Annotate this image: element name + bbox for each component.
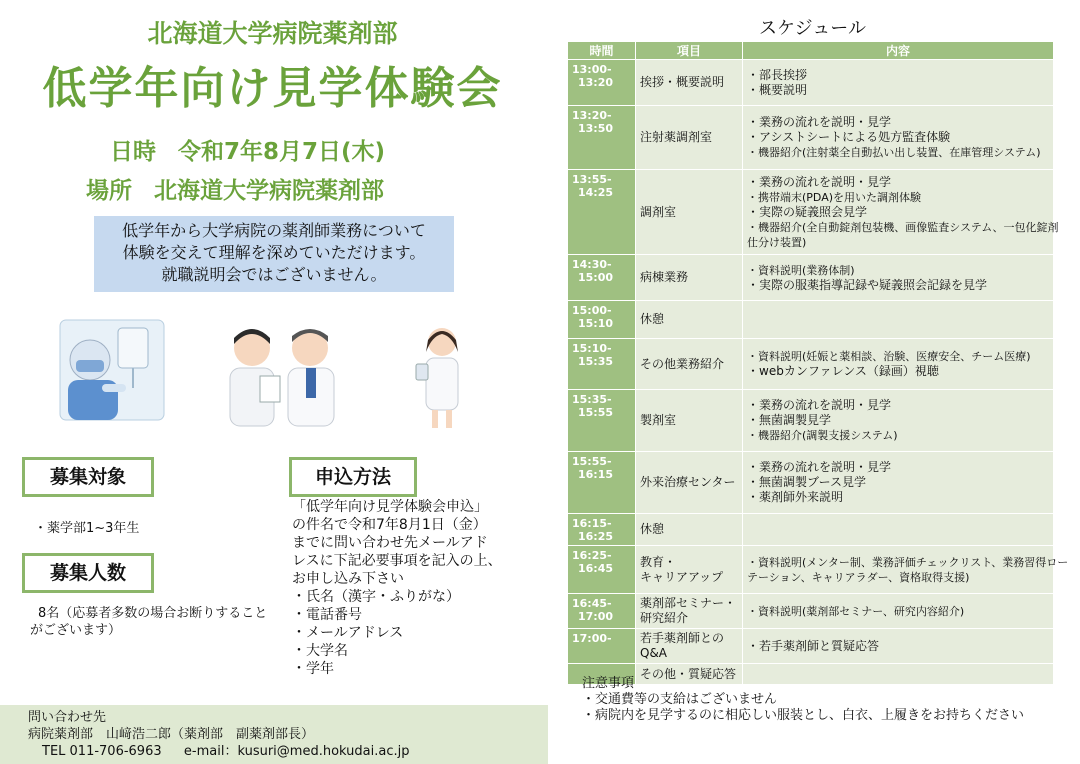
schedule-content (743, 60, 1054, 106)
contact-person: 病院薬剤部 山﨑浩二郎（薬剤部 副薬剤部長） (28, 727, 315, 742)
schedule-content (743, 106, 1054, 170)
schedule-header-row (568, 42, 1054, 60)
schedule-item: 休憩 (636, 514, 743, 546)
schedule-content-line: ・業務の流れを説明・見学 (747, 174, 892, 189)
schedule-time-line: 15:00- (572, 304, 612, 317)
schedule-time-line: 16:25- (572, 549, 612, 562)
schedule-time-line: 15:35 (578, 355, 614, 368)
notes-item: ・病院内を見学するのに相応しい服装とし、白衣、上履きをお持ちください (582, 708, 1025, 723)
recruit-count-text: 8名（応募者多数の場合お断りすること (38, 606, 268, 621)
schedule-content-line: ・機器紹介(注射薬全自動払い出し装置、在庫管理システム) (747, 146, 1041, 159)
apply-line: ・大学名 (292, 643, 348, 659)
schedule-content-line: ・機器紹介(全自動錠剤包装機、画像監査システム、一包化錠剤 (747, 220, 1059, 234)
schedule-time-line: 16:15 (578, 468, 614, 481)
schedule-time (568, 106, 636, 170)
schedule-time-line: 15:10 (578, 317, 614, 330)
event-title: 低学年向け見学体験会 (42, 63, 503, 114)
notes-item: ・交通費等の支給はございません (582, 692, 778, 707)
schedule-row (568, 514, 1054, 546)
contact-heading: 問い合わせ先 (28, 710, 107, 725)
date-value: 令和7年8月7日(木) (178, 139, 386, 165)
schedule-time (568, 514, 636, 546)
schedule-content-line: ・無菌調製ブース見学 (747, 475, 867, 489)
notes-heading: 注意事項 (582, 676, 635, 691)
recruit-target-text: ・薬学部1~3年生 (34, 521, 140, 536)
apply-line: ・学年 (292, 661, 334, 677)
schedule-time-line: 15:00 (578, 271, 614, 284)
schedule-content-line: ・若手薬剤師と質疑応答 (747, 638, 880, 653)
apply-line: の件名で令和7年8月1日（金） (292, 517, 487, 533)
intro-line: 体験を交えて理解を深めていただけます。 (122, 243, 426, 262)
schedule-content-line: ・資料説明(妊娠と薬相談、治験、医療安全、チーム医療) (747, 350, 1031, 363)
schedule-time (568, 629, 636, 664)
schedule-row (568, 629, 1054, 664)
schedule-item: 調剤室 (636, 170, 743, 255)
contact-email[interactable]: e-mail：kusuri@med.hokudai.ac.jp (183, 744, 410, 759)
schedule-content-line: ・部長挨拶 (747, 67, 808, 82)
place-value: 北海道大学病院薬剤部 (154, 178, 384, 204)
notes (582, 676, 1024, 724)
schedule-content-line: ・業務の流れを説明・見学 (747, 460, 892, 474)
contact-details (28, 743, 548, 760)
schedule-time-line: 14:25 (578, 186, 614, 199)
schedule-row (568, 339, 1054, 390)
intro-line: 低学年から大学病院の薬剤師業務について (122, 221, 426, 240)
apply-line: 「低学年向け見学体験会申込」 (292, 499, 488, 515)
schedule-content-line: ・アシストシートによる処方監査体験 (747, 130, 951, 144)
intro-box (94, 216, 454, 292)
pharmacist-and-doctor-illustration (222, 322, 342, 430)
apply-line: お申し込み下さい (292, 571, 404, 587)
schedule-item: 製剤室 (636, 390, 743, 452)
event-date (110, 133, 385, 166)
schedule-content (743, 452, 1054, 514)
schedule-item: その他業務紹介 (636, 339, 743, 390)
schedule-content-line: 仕分け装置) (747, 235, 807, 249)
schedule-row (568, 594, 1054, 629)
schedule-time-line: 17:00- (572, 632, 612, 645)
recruit-target-heading: 募集対象 (22, 457, 154, 497)
schedule-content-line: ・業務の流れを説明・見学 (747, 115, 892, 129)
schedule-content (743, 629, 1054, 664)
schedule-item: 教育・ キャリアアップ (636, 546, 743, 594)
schedule-time-line: 15:35- (572, 393, 612, 406)
schedule-time-line: 16:45 (578, 562, 614, 575)
schedule-content-line: ・業務の流れを説明・見学 (747, 398, 892, 412)
schedule-time-line: 16:15- (572, 517, 612, 530)
schedule-row (568, 106, 1054, 170)
column-header-item: 項目 (636, 42, 743, 60)
schedule-row (568, 546, 1054, 594)
schedule-content (743, 594, 1054, 629)
schedule-item: その他・質疑応答 (636, 664, 743, 685)
schedule-time (568, 170, 636, 255)
schedule-content (743, 301, 1054, 339)
schedule-time (568, 255, 636, 301)
schedule-time-line: 13:55- (572, 173, 612, 186)
apply-line: レスに下記必要事項を記入の上、 (292, 553, 502, 569)
recruit-count-text-2: がございます） (30, 623, 122, 638)
schedule-content-line: ・実際の疑義照会見学 (747, 204, 868, 219)
schedule-content-line: ・機器紹介(調製支援システム) (747, 429, 898, 442)
schedule-time-line: 13:00- (572, 63, 612, 76)
schedule-content-line: ・無菌調製見学 (747, 413, 832, 427)
schedule-content-line: テーション、キャリアラダー、資格取得支援) (747, 570, 970, 584)
apply-instructions (292, 498, 542, 678)
schedule-content-line: ・資料説明(薬剤部セミナー、研究内容紹介) (747, 604, 965, 618)
schedule-content (743, 514, 1054, 546)
schedule-content-line: ・資料説明(業務体制) (747, 263, 855, 277)
column-header-content: 内容 (743, 42, 1054, 60)
apply-line: までに問い合わせ先メールアド (292, 535, 488, 551)
apply-heading: 申込方法 (289, 457, 417, 497)
schedule-item: 休憩 (636, 301, 743, 339)
schedule-time (568, 594, 636, 629)
schedule-row (568, 60, 1054, 106)
column-header-time: 時間 (568, 42, 636, 60)
place-label: 場所 (86, 178, 132, 204)
schedule-time-line: 15:55- (572, 455, 612, 468)
schedule-item: 薬剤部セミナー・ 研究紹介 (636, 594, 743, 629)
schedule-time-line: 13:20- (572, 109, 612, 122)
schedule-time (568, 452, 636, 514)
schedule-row (568, 170, 1054, 255)
schedule-time (568, 546, 636, 594)
schedule-table (567, 41, 1069, 685)
schedule-time-line: 13:50 (578, 122, 614, 135)
schedule-item: 挨拶・概要説明 (636, 60, 743, 106)
apply-line: ・氏名（漢字・ふりがな） (292, 589, 460, 605)
contact-tel: TEL 011-706-6963 (42, 744, 162, 759)
schedule-content (743, 339, 1054, 390)
schedule-content-line: ・実際の服薬指導記録や疑義照会記録を見学 (747, 277, 988, 292)
schedule-row (568, 390, 1054, 452)
schedule-time-line: 14:30- (572, 258, 612, 271)
schedule-time-line: 13:20 (578, 76, 614, 89)
schedule-content-line: ・webカンファレンス（録画）視聴 (747, 364, 939, 378)
organization-name: 北海道大学病院薬剤部 (147, 19, 398, 48)
schedule-time (568, 339, 636, 390)
schedule-item: 若手薬剤師との Q&A (636, 629, 743, 664)
schedule-content (743, 255, 1054, 301)
schedule-content-line: ・薬剤師外来説明 (747, 490, 844, 504)
schedule-content (743, 170, 1059, 255)
schedule-time (568, 390, 636, 452)
schedule-content-line: ・概要説明 (747, 82, 808, 97)
apply-line: ・電話番号 (292, 607, 362, 623)
female-pharmacist-illustration (412, 322, 466, 430)
schedule-content (743, 390, 1054, 452)
schedule-row (568, 452, 1054, 514)
schedule-time-line: 16:25 (578, 530, 614, 543)
schedule-item: 外来治療センター (636, 452, 743, 514)
apply-line: ・メールアドレス (292, 625, 404, 641)
schedule-time (568, 301, 636, 339)
pharmacist-in-cleanroom-illustration (58, 318, 168, 424)
schedule-row (568, 301, 1054, 339)
schedule-time-line: 16:45- (572, 597, 612, 610)
schedule-time-line: 17:00 (578, 610, 614, 623)
schedule-item: 注射薬調剤室 (636, 106, 743, 170)
schedule-item: 病棟業務 (636, 255, 743, 301)
intro-line: 就職説明会ではございません。 (161, 265, 387, 284)
recruit-count-heading: 募集人数 (22, 553, 154, 593)
schedule-content-line: ・資料説明(メンター制、業務評価チェックリスト、業務習得ロー (747, 555, 1069, 569)
contact-box (0, 705, 548, 764)
schedule-content (743, 546, 1069, 594)
event-place (86, 172, 384, 205)
schedule-content-line: ・携帯端末(PDA)を用いた調剤体験 (747, 190, 922, 204)
schedule-time-line: 15:55 (578, 406, 614, 419)
date-label: 日時 (110, 139, 156, 165)
schedule-row (568, 255, 1054, 301)
schedule-time-line: 15:10- (572, 342, 612, 355)
schedule-time (568, 60, 636, 106)
schedule-title: スケジュール (759, 18, 866, 39)
